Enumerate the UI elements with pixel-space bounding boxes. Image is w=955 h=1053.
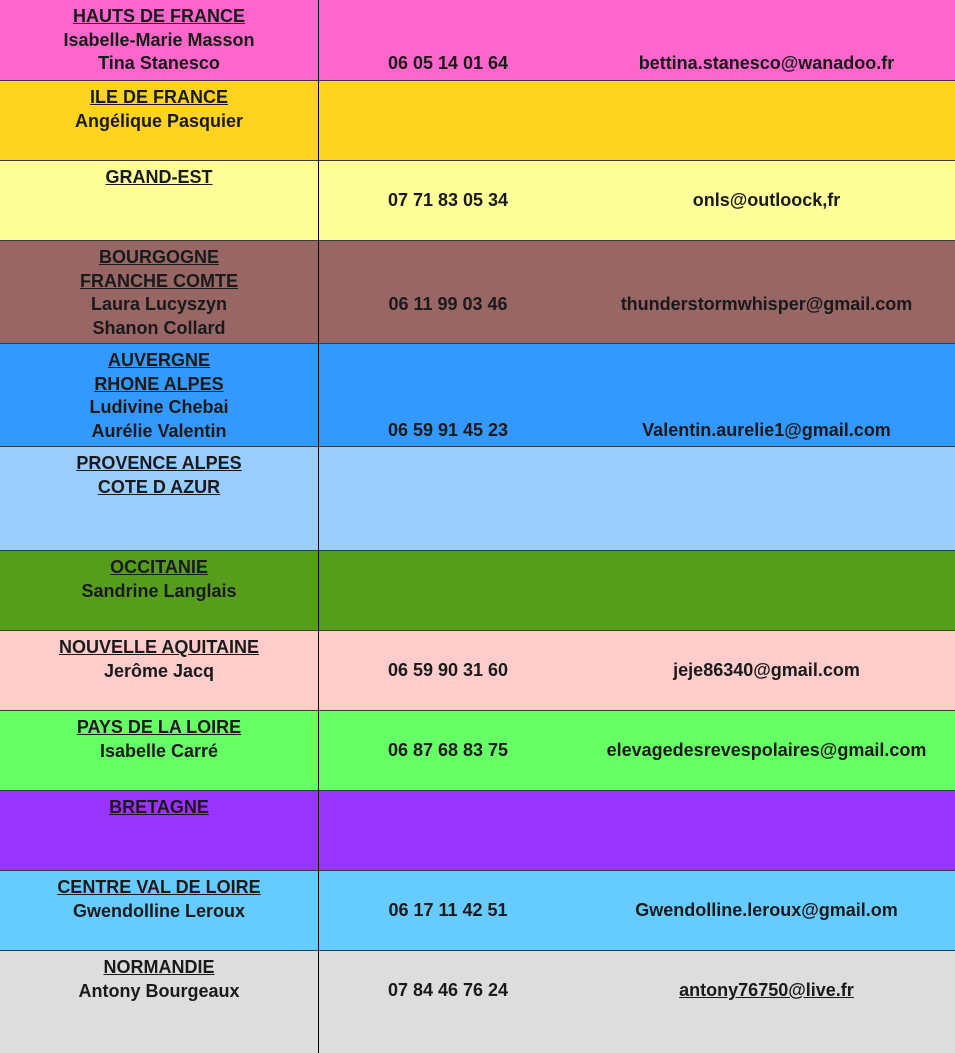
table-row xyxy=(0,711,955,791)
table-row xyxy=(0,447,955,551)
phone-number: 06 59 90 31 60 xyxy=(387,660,509,680)
region-cell xyxy=(0,711,318,791)
person-name: Laura Lucyszyn xyxy=(90,294,228,314)
row-divider xyxy=(0,446,955,447)
table-row xyxy=(0,241,955,344)
row-divider xyxy=(0,80,955,81)
phone-number: 06 59 91 45 23 xyxy=(387,420,509,440)
person-name: Isabelle Carré xyxy=(99,740,219,761)
region-name: HAUTS DE FRANCE xyxy=(72,6,245,26)
email-address[interactable]: onls@outloock,fr xyxy=(692,190,841,210)
person-name: Aurélie Valentin xyxy=(91,420,227,441)
table-row xyxy=(0,81,955,161)
region-name: PAYS DE LA LOIRE xyxy=(76,717,242,737)
email-link[interactable]: antony76750@live.fr xyxy=(679,980,854,1000)
table-row xyxy=(0,344,955,447)
row-divider xyxy=(0,950,955,951)
region-cell xyxy=(0,791,318,871)
region-name-line-2: RHONE ALPES xyxy=(94,373,224,394)
row-divider xyxy=(0,710,955,711)
person-name: Tina Stanesco xyxy=(98,53,220,73)
table-row xyxy=(0,0,955,81)
person-name: Jerôme Jacq xyxy=(103,660,215,681)
person-name: Ludivine Chebai xyxy=(89,397,229,417)
phone-number: 06 05 14 01 64 xyxy=(387,53,509,73)
region-name: OCCITANIE xyxy=(110,557,208,577)
row-divider xyxy=(0,790,955,791)
row-divider xyxy=(0,870,955,871)
person-name: Gwendolline Leroux xyxy=(72,900,246,921)
region-cell xyxy=(0,551,318,631)
row-divider xyxy=(0,343,955,344)
person-name: Isabelle-Marie Masson xyxy=(63,29,255,50)
email-address[interactable]: jeje86340@gmail.com xyxy=(673,660,860,680)
region-name: NORMANDIE xyxy=(103,957,215,977)
region-cell xyxy=(0,871,318,951)
table-row xyxy=(0,951,955,1053)
region-cell xyxy=(0,161,318,241)
region-name-line-2: FRANCHE COMTE xyxy=(80,270,238,291)
region-cell xyxy=(0,631,318,711)
phone-number: 07 84 46 76 24 xyxy=(387,980,509,1000)
table-row xyxy=(0,551,955,631)
region-name: CENTRE VAL DE LOIRE xyxy=(57,877,261,897)
table-row xyxy=(0,871,955,951)
phone-number: 06 17 11 42 51 xyxy=(388,900,508,920)
table-row xyxy=(0,161,955,241)
phone-number: 07 71 83 05 34 xyxy=(387,190,509,210)
person-name: Antony Bourgeaux xyxy=(78,980,240,1001)
person-name: Shanon Collard xyxy=(92,317,226,338)
row-divider xyxy=(0,550,955,551)
region-name: GRAND-EST xyxy=(105,167,213,187)
region-cell xyxy=(0,344,318,447)
email-address[interactable]: Valentin.aurelie1@gmail.com xyxy=(642,420,891,440)
column-divider xyxy=(318,0,319,1053)
phone-number: 06 11 99 03 46 xyxy=(388,294,508,314)
row-divider xyxy=(0,240,955,241)
person-name: Angélique Pasquier xyxy=(74,110,244,131)
region-cell xyxy=(0,241,318,344)
region-name: BRETAGNE xyxy=(109,797,209,817)
region-cell xyxy=(0,951,318,1053)
region-name: BOURGOGNE xyxy=(98,247,219,267)
person-name: Sandrine Langlais xyxy=(81,580,237,601)
region-name: PROVENCE ALPES xyxy=(76,453,242,473)
region-name: AUVERGNE xyxy=(107,350,210,370)
table-row xyxy=(0,791,955,871)
row-divider xyxy=(0,630,955,631)
region-cell xyxy=(0,0,318,81)
email-address[interactable]: elevagedesrevespolaires@gmail.com xyxy=(606,740,927,760)
email-address[interactable]: bettina.stanesco@wanadoo.fr xyxy=(638,53,895,73)
region-name: NOUVELLE AQUITAINE xyxy=(58,637,259,657)
email-address[interactable]: Gwendolline.leroux@gmail.om xyxy=(635,900,898,920)
region-cell xyxy=(0,447,318,551)
region-name-line-2: COTE D AZUR xyxy=(97,476,221,497)
email-address[interactable]: thunderstormwhisper@gmail.com xyxy=(620,294,913,314)
region-name: ILE DE FRANCE xyxy=(89,87,228,107)
phone-number: 06 87 68 83 75 xyxy=(387,740,509,760)
region-cell xyxy=(0,81,318,161)
row-divider xyxy=(0,160,955,161)
table-row xyxy=(0,631,955,711)
